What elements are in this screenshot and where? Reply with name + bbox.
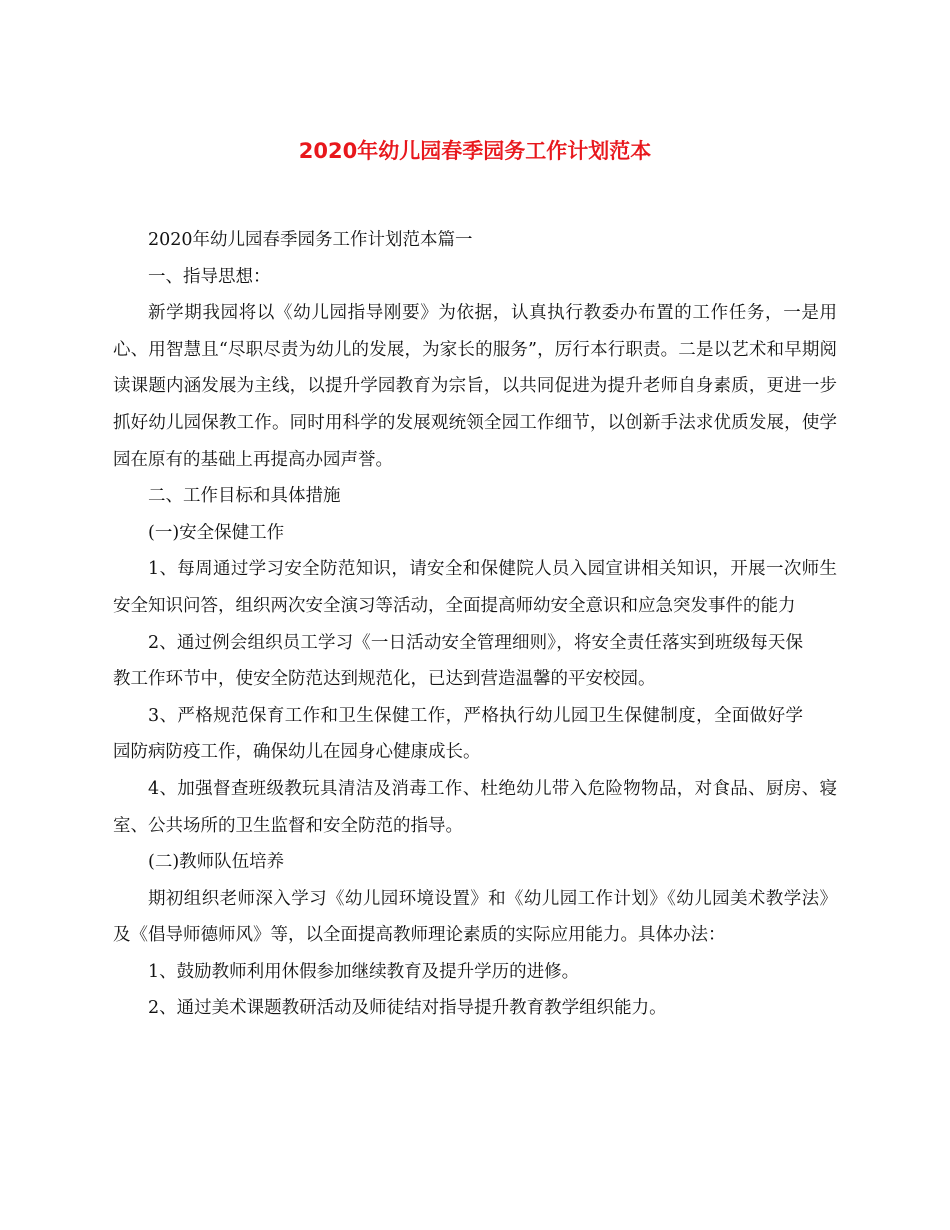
list-item-safety-2: 2、通过例会组织员工学习《一日活动安全管理细则》，将安全责任落实到班级每天保教工作环节中，使安全防范达到规范化，已达到营造温馨的平安校园。 — [113, 632, 803, 690]
heading-guiding-ideology: 一、指导思想： — [148, 266, 271, 287]
list-item-teacher-2: 2、通过美术课题教研活动及师徒结对指导提升教育教学组织能力。 — [148, 998, 667, 1019]
paragraph-teacher-training: 期初组织老师深入学习《幼儿园环境设置》和《幼儿园工作计划》《幼儿园美术教学法》及《倡导师德师风》等，以全面提高教师理论素质的实际应用能力。具体办法： — [113, 888, 837, 946]
list-item-safety-3: 3、严格规范保育工作和卫生保健工作，严格执行幼儿园卫生保健制度，全面做好学园防病防疫工作，确保幼儿在园身心健康成长。 — [113, 705, 803, 763]
paragraph-guiding-ideology: 新学期我园将以《幼儿园指导刚要》为依据，认真执行教委办布置的工作任务，一是用心、用智慧且“尽职尽责为幼儿的发展，为家长的服务”，厉行本行职责。二是以艺术和早期阅读课题内涵发展为主线，以提升学园教育为宗旨，以共同促进为提升老师自身素质，更进一步抓好幼儿园保教工作。同时用科学的发展观统领全园工作细节，以创新手法求优质发展，使学园在原有的基础上再提高办园声誉。 — [113, 303, 837, 470]
list-item-teacher-1: 1、鼓励教师利用休假参加继续教育及提升学历的进修。 — [148, 961, 580, 982]
subheading-teacher-training: (二)教师队伍培养 — [148, 852, 285, 873]
section-heading: 2020年幼儿园春季园务工作计划范本篇一 — [148, 230, 473, 250]
list-item-safety-1: 1、每周通过学习安全防范知识，请安全和保健院人员入园宣讲相关知识，开展一次师生安全知识问答，组织两次安全演习等活动，全面提高师幼安全意识和应急突发事件的能力 — [113, 559, 837, 616]
document-title: 2020年幼儿园春季园务工作计划范本 — [298, 139, 652, 163]
heading-goals-measures: 二、工作目标和具体措施 — [148, 486, 341, 507]
list-item-safety-4: 4、加强督查班级教玩具清洁及消毒工作、杜绝幼儿带入危险物物品，对食品、厨房、寝室、公共场所的卫生监督和安全防范的指导。 — [113, 778, 837, 836]
subheading-safety-health: (一)安全保健工作 — [148, 522, 285, 543]
document-body — [113, 222, 837, 1027]
